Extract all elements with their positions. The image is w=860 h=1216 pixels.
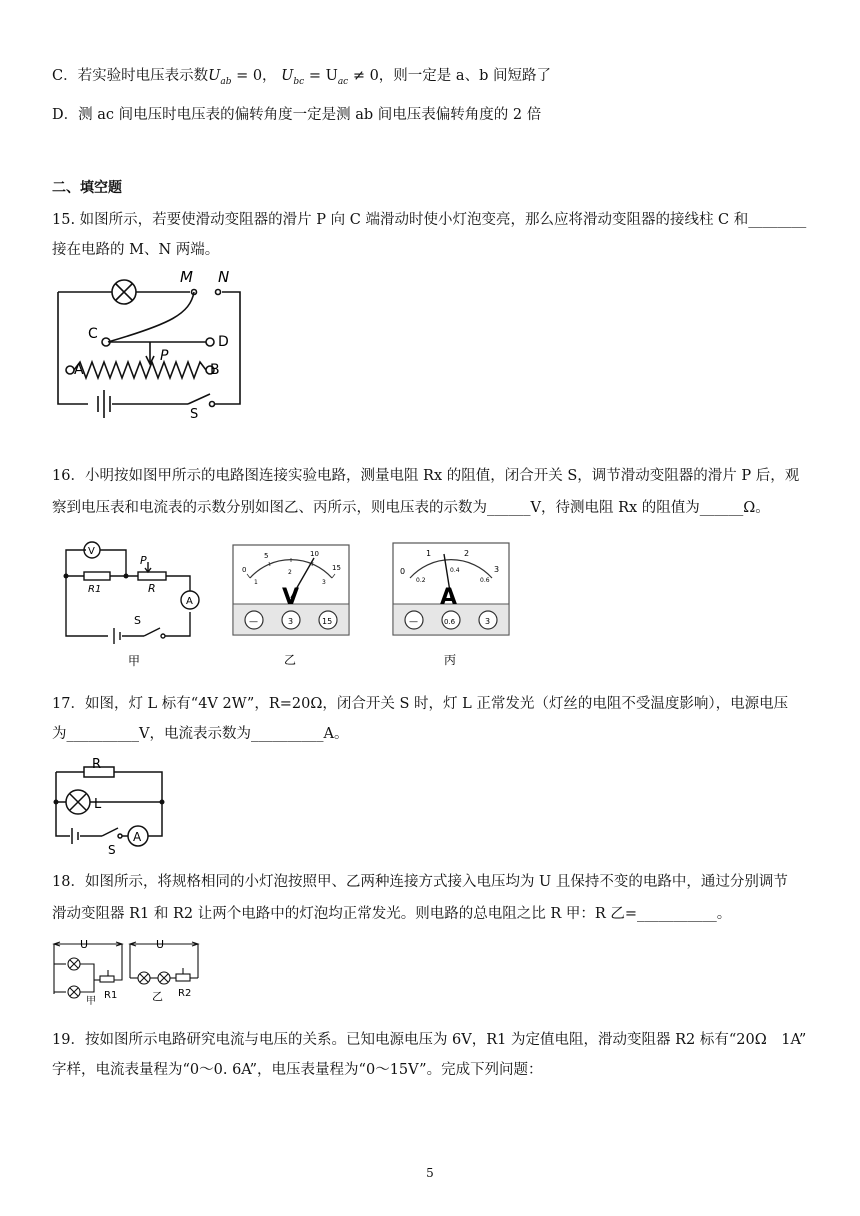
q16-line2: 察到电压表和电流表的示数分别如图乙、丙所示，则电压表的示数为______V，待测电阻 Rx 的阻值为______Ω。 xyxy=(52,500,770,516)
q18-line2: 滑动变阻器 R1 和 R2 让两个电路中的灯泡均正常发光。则电路的总电阻之比 R 甲：R 乙=___________。 xyxy=(52,906,732,922)
terminal-neg: — xyxy=(249,617,258,627)
page-number: 5 xyxy=(426,1166,434,1180)
q18-line1: 18．如图所示，将规格相同的小灯泡按照甲、乙两种连接方式接入电压均为 U 且保持不变的电路中，通过分别调节 xyxy=(52,874,788,890)
minor-2: 2 xyxy=(288,569,292,576)
label-a: A xyxy=(74,362,84,378)
q15-line2: 接在电路的 M、N 两端。 xyxy=(52,242,220,258)
label-r1: R1 xyxy=(104,990,118,1001)
label-b: B xyxy=(210,362,220,378)
tick-2: 2 xyxy=(464,549,470,558)
caption-yi: 乙 xyxy=(284,653,297,667)
q17-line2: 为__________V，电流表示数为__________A。 xyxy=(52,726,349,742)
meter-symbol: A xyxy=(440,585,458,610)
tick-3: 3 xyxy=(494,565,500,574)
q15-circuit-figure xyxy=(50,264,250,419)
q17-circuit-figure xyxy=(50,756,175,856)
terminal-15: 15 xyxy=(322,617,333,626)
label-l: L xyxy=(94,797,102,812)
q16-circuit-jia xyxy=(60,540,210,670)
label-v: V xyxy=(88,546,95,557)
label-m: M xyxy=(180,268,193,286)
section-title: 二、填空题 xyxy=(52,180,122,196)
minor-0-2: 0.2 xyxy=(416,577,426,584)
caption-jia: 甲 xyxy=(128,654,141,668)
tick-10: 10 xyxy=(310,550,319,558)
q19-line1: 19．按如图所示电路研究电流与电压的关系。已知电源电压为 6V，R1 为定值电阻，滑动变阻器 R2 标有“20Ω 1A” xyxy=(52,1032,807,1048)
meter-symbol: V xyxy=(282,585,300,610)
q16-voltmeter-yi xyxy=(232,544,350,668)
label-r: R xyxy=(148,582,156,595)
tick-0: 0 xyxy=(242,566,247,574)
label-r1: R1 xyxy=(88,584,102,595)
label-d: D xyxy=(218,334,229,350)
tick-15: 15 xyxy=(332,564,341,572)
label-p: P xyxy=(140,554,147,567)
label-s: S xyxy=(108,843,116,856)
q16-line1: 16．小明按如图甲所示的电路图连接实验电路，测量电阻 Rx 的阻值，闭合开关 S，调节滑动变阻器的滑片 P 后，观 xyxy=(52,468,800,484)
minor-3: 3 xyxy=(322,579,326,586)
q15-line1: 15. 如图所示，若要使滑动变阻器的滑片 P 向 C 端滑动时使小灯泡变亮，那么应将滑动变阻器的接线柱 C 和________ xyxy=(52,212,807,228)
terminal-3: 3 xyxy=(485,617,491,626)
label-s: S xyxy=(134,614,141,627)
option-c: C．若实验时电压表示数$U_{ab} = 0$， $U_{bc} = U_{ac} \ne 0$，则一定是 a、b 间短路了 xyxy=(52,68,551,87)
tick-1: 1 xyxy=(426,549,432,558)
minor-0-4: 0.4 xyxy=(450,567,460,574)
label-jia: 甲 xyxy=(86,996,96,1006)
label-a: A xyxy=(186,596,193,607)
q18-circuit-figure xyxy=(50,936,220,1006)
minor-1: 1 xyxy=(254,579,258,586)
minor-0-6: 0.6 xyxy=(480,577,490,584)
caption-bing: 丙 xyxy=(444,653,457,667)
tick-0: 0 xyxy=(400,567,406,576)
terminal-0-6: 0.6 xyxy=(444,618,456,626)
label-a: A xyxy=(133,830,142,844)
q17-line1: 17．如图，灯 L 标有“4V 2W”，R=20Ω，闭合开关 S 时，灯 L 正常发光（灯丝的电阻不受温度影响），电源电压 xyxy=(52,696,789,712)
tick-5: 5 xyxy=(264,552,269,560)
terminal-3: 3 xyxy=(288,617,294,626)
label-r: R xyxy=(92,757,102,772)
label-yi: 乙 xyxy=(152,990,163,1003)
label-u1: U xyxy=(80,938,89,951)
option-d: D．测 ac 间电压时电压表的偏转角度一定是测 ab 间电压表偏转角度的 2 倍 xyxy=(52,107,542,123)
label-n: N xyxy=(218,268,230,286)
terminal-neg: — xyxy=(409,617,418,627)
label-u2: U xyxy=(156,938,165,951)
q16-ammeter-bing xyxy=(392,542,510,668)
label-p: P xyxy=(160,348,169,364)
label-r2: R2 xyxy=(178,988,192,999)
label-s: S xyxy=(190,407,199,419)
label-c: C xyxy=(88,326,98,342)
q19-line2: 字样，电流表量程为“0～0. 6A”，电压表量程为“0～15V”。完成下列问题： xyxy=(52,1062,543,1078)
